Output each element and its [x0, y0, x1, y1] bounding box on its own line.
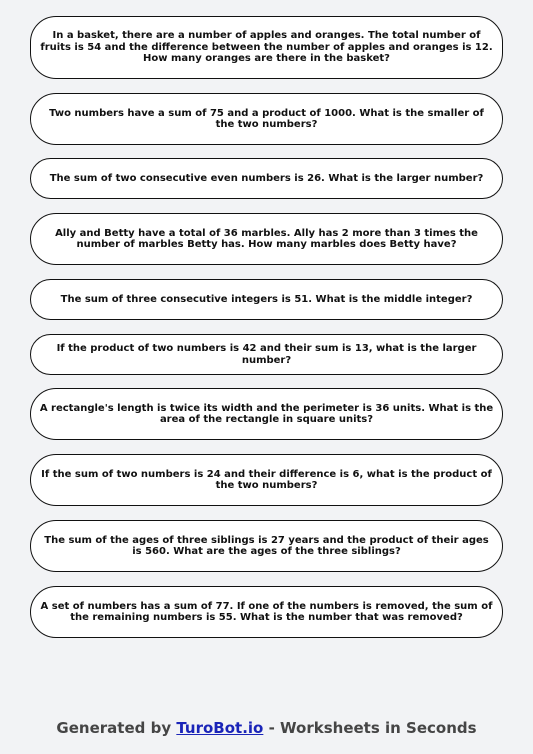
- question-card: [30, 520, 503, 572]
- question-text: The sum of the ages of three siblings is 27 years and the product of their ages is 560. What are the ages of the three siblings?: [44, 534, 489, 557]
- question-text: If the sum of two numbers is 24 and their difference is 6, what is the product of the two numbers?: [41, 468, 492, 491]
- footer: [0, 718, 533, 738]
- question-text: The sum of two consecutive even numbers is 26. What is the larger number?: [49, 172, 484, 184]
- question-text: Two numbers have a sum of 75 and a product of 1000. What is the smaller of the two numbers?: [49, 107, 484, 130]
- question-card: [30, 213, 503, 265]
- question-list: [30, 16, 503, 638]
- question-card: [30, 93, 503, 145]
- question-text: A rectangle's length is twice its width and the perimeter is 36 units. What is the area of the rectangle in square units?: [39, 402, 494, 425]
- question-card: [30, 158, 503, 199]
- question-card: [30, 388, 503, 440]
- footer-suffix: - Worksheets in Seconds: [263, 719, 477, 737]
- footer-prefix: Generated by: [56, 719, 177, 737]
- question-card: [30, 279, 503, 320]
- question-card: [30, 334, 503, 375]
- question-text: The sum of three consecutive integers is 51. What is the middle integer?: [60, 293, 473, 305]
- question-card: [30, 16, 503, 79]
- question-card: [30, 454, 503, 506]
- question-text: If the product of two numbers is 42 and their sum is 13, what is the larger number?: [56, 343, 477, 366]
- question-text: In a basket, there are a number of apples and oranges. The total number of fruits is 54 and the difference between the number of apples and oranges is 12. How many oranges are there in the basket?: [40, 30, 493, 65]
- turobot-link[interactable]: TuroBot.io: [176, 719, 264, 737]
- question-card: [30, 586, 503, 638]
- question-text: Ally and Betty have a total of 36 marbles. Ally has 2 more than 3 times the number of marbles Betty has. How many marbles does Betty have?: [55, 227, 478, 250]
- question-text: A set of numbers has a sum of 77. If one of the numbers is removed, the sum of the remaining numbers is 55. What is the number that was removed?: [40, 600, 493, 623]
